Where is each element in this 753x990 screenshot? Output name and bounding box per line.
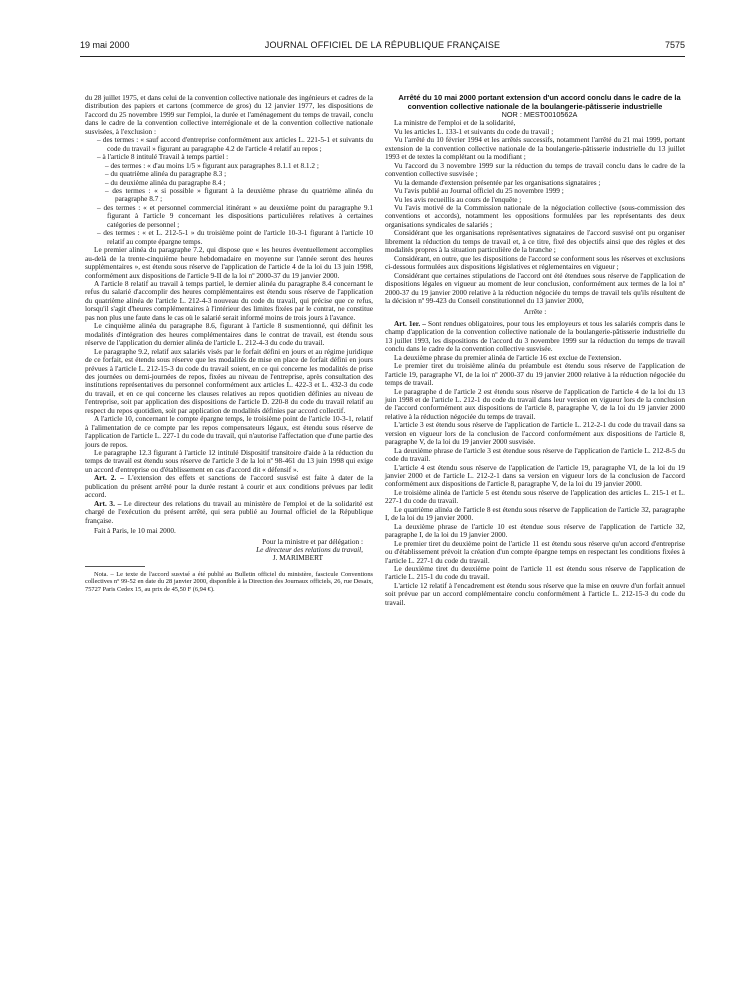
article-label: Art. 2. – <box>94 473 124 483</box>
body-paragraph: L'article 12 relatif à l'encadrement est étendu sous réserve que la mise en œuvre d'un forfait annuel soit prévue par un accord complémentaire conclu conformément à l'article L. 212-15-3 du code du travail. <box>385 580 685 607</box>
article-2 <box>85 474 373 499</box>
exclusion-item: – des termes : « sauf accord d'entreprise conformément aux articles L. 221-5-1 et suivants du code du travail » figurant au paragraphe 4.2 de l'article 4 relatif au repos ; <box>97 135 373 153</box>
considerant: Considérant, en outre, que les dispositions de l'accord se conforment sous les réserves et exclusions ci-dessous formulées aux dispositions législatives et réglementaires en vigueur ; <box>385 253 685 272</box>
fait-a-paris: Fait à Paris, le 10 mai 2000. <box>94 526 176 536</box>
nor-reference: NOR : MEST0010562A <box>501 110 578 119</box>
article-label: Art. 1er. – <box>394 318 426 328</box>
body-paragraph: Le paragraphe 9.2, relatif aux salariés visés par le forfait défini en jours et au régime juridique de ce forfait, est étendu sous réserve que les modalités de mise en place de forfait défini en jours prévues à l'article L. 212-15-3 du code du travail soient, en ce qui concerne les modalités de prise des journées ou demi-journées de repos, fixées au niveau de l'entreprise, après consultation des institutions représentatives du personnel conformément aux articles L. 422-3 et L. 432-3 du code du travail, et en ce qui concerne les clauses relatives au repos quotidien définies au niveau de l'entreprise, soit par application des dispositions de l'article D. 220-8 du code du travail relatif au respect du repos quotidien, soit par application de modalités définies par accord collectif. <box>85 346 373 415</box>
preamble-line: Vu la demande d'extension présentée par les organisations signataires ; <box>394 177 601 187</box>
considerant: Considérant que les organisations représentatives signataires de l'accord susvisé ont pu organiser librement la réduction du temps de travail et, à ce titre, fixé des objectifs ainsi que des règles et des modalités propres à la situation particulière de la branche ; <box>385 228 685 255</box>
page-header <box>80 40 685 54</box>
preamble-line: Vu les avis recueillis au cours de l'enquête ; <box>394 194 522 204</box>
arrete-heading: Arrête : <box>523 307 547 317</box>
signatory-name: J. MARIMBERT <box>272 553 323 563</box>
body-paragraph: Le paragraphe d de l'article 2 est étendu sous réserve de l'application de l'article 4 de la loi du 13 juin 1998 et de l'article L. 212-1 du code du travail dans leur version en vigueur lors de la conclusion de l'accord conformément aux dispositions de l'article 8, paragraphe V, de la loi du 19 janvier 2000 relative à la réduction négociée du temps de travail. <box>385 386 685 421</box>
preamble-line: Vu l'accord du 3 novembre 1999 sur la réduction du temps de travail conclu dans le cadre de la convention collective susvisée ; <box>385 160 685 179</box>
body-paragraph: L'article 4 est étendu sous réserve de l'application de l'article 19, paragraphe VI, de la loi du 19 janvier 2000 et de l'article L. 212-2-1 dans sa version en vigueur lors de la conclusion de l'accord conformément aux dispositions de l'article 8, paragraphe V, de la loi du 19 janvier 2000. <box>385 462 685 489</box>
exclusion-item: – à l'article 8 intitulé Travail à temps partiel : <box>97 152 229 162</box>
exclusion-subitem: – des termes : « si possible » figurant à la deuxième phrase du quatrième alinéa du paragraphe 8.7 ; <box>105 185 373 204</box>
body-paragraph: A l'article 10, concernant le compte épargne temps, le troisième point de l'article 10-3-1, relatif à l'alimentation de ce compte par les repos compensateurs légaux, est étendu sous réserve de l'application de l'article L. 227-1 du code du travail, qui n'autorise l'affectation que d'une partie des jours de repos. <box>85 414 373 449</box>
exclusion-item: – des termes : « et L. 212-5-1 » du troisième point de l'article 10-3-1 figurant à l'article 10 relatif au compte épargne temps. <box>97 228 373 246</box>
body-paragraph: La deuxième phrase de l'article 10 est étendue sous réserve de l'application de l'article 32, paragraphe I, de la loi du 19 janvier 2000. <box>385 521 685 540</box>
preamble-line: La ministre de l'emploi et de la solidarité, <box>394 118 516 128</box>
exclusion-subitem: – du quatrième alinéa du paragraphe 8.3 ; <box>105 169 227 179</box>
body-paragraph: Le troisième alinéa de l'article 5 est étendu sous réserve de l'application des articles L. 215-1 et L. 227-1 du code du travail. <box>385 487 685 506</box>
preamble-line: Vu l'avis motivé de la Commission nationale de la négociation collective (sous-commission des conventions et accords), notamment les oppositions formulées par les représentants des deux organisations syndicales de salariés ; <box>385 202 685 229</box>
body-paragraph: Le paragraphe 12.3 figurant à l'article 12 intitulé Dispositif transitoire d'aide à la réduction du temps de travail est étendu sous réserve de l'article 3 de la loi nº 98-461 du 13 juin 1998 qui exige un accord d'entreprise ou d'établissement en cas d'accord dit « défensif ». <box>85 448 373 474</box>
body-paragraph: L'article 3 est étendu sous réserve de l'application de l'article L. 212-2-1 du code du travail dans sa version en vigueur lors de la conclusion de l'accord conformément aux dispositions de l'article 8, paragraphe V, de la loi du 19 janvier 2000 susvisée. <box>385 420 685 447</box>
body-paragraph: Le premier tiret du troisième alinéa du préambule est étendu sous réserve de l'application de l'article 19, paragraphe VI, de la loi nº 2000-37 du 19 janvier 2000 relative à la réduction négociée du temps de travail. <box>385 361 685 388</box>
right-column <box>385 94 685 607</box>
exclusion-item: – des termes : « et personnel commercial itinérant » au deuxième point du paragraphe 9.1 figurant à l'article 9 concernant les dispositions particulières relatives à certaines catégories de personnel ; <box>97 202 373 229</box>
journal-title: JOURNAL OFFICIEL DE LA RÉPUBLIQUE FRANÇAISE <box>264 40 501 50</box>
body-paragraph: La deuxième phrase de l'article 3 est étendue sous réserve de l'application de l'article L. 212-8-5 du code du travail. <box>385 445 685 464</box>
body-paragraph: La deuxième phrase du premier alinéa de l'article 16 est exclue de l'extension. <box>394 352 622 362</box>
preamble-line: Vu l'arrêté du 10 février 1994 et les arrêtés successifs, notamment l'arrêté du 21 mai 1999, portant extension de la convention collective nationale de la boulangerie-pâtisserie industrielle du 13 juillet 1993 et de textes la complétant ou la modifiant ; <box>385 135 685 162</box>
decree-title: Arrêté du 10 mai 2000 portant extension d'un accord conclu dans le cadre de la convention collective nationale de la boulangerie-pâtisserie industrielle <box>398 93 681 111</box>
preamble-line: Vu l'avis publié au Journal officiel du 25 novembre 1999 ; <box>394 186 564 196</box>
signature-line: Le directeur des relations du travail, <box>256 545 363 555</box>
left-column <box>85 94 373 593</box>
article-1 <box>385 320 685 354</box>
article-label: Art. 3. – <box>94 498 122 508</box>
article-3 <box>85 500 373 525</box>
body-paragraph: Le quatrième alinéa de l'article 8 est étendu sous réserve de l'application de l'article 32, paragraphe I, de la loi du 19 janvier 2000. <box>385 504 685 523</box>
body-paragraph: Le cinquième alinéa du paragraphe 8.6, figurant à l'article 8 susmentionné, qui définit les modalités d'intégration des heures complémentaires dans le contrat de travail, est étendu sous réserve de l'application du dernier alinéa de l'article L. 212-4-3 du code du travail. <box>85 321 373 348</box>
article-text: L'extension des effets et sanctions de l'accord susvisé est faite à dater de la publication du présent arrêté pour la durée restant à courir et aux conditions prévues par ledit accord. <box>85 473 373 500</box>
header-date: 19 mai 2000 <box>80 40 130 50</box>
exclusion-subitem: – des termes : « d'au moins 1/5 » figurant aux paragraphes 8.1.1 et 8.1.2 ; <box>105 160 319 170</box>
note-separator <box>85 566 145 567</box>
signature-line: Pour la ministre et par délégation : <box>262 536 363 546</box>
considerant: Considérant que certaines stipulations de l'accord ont été étendues sous réserve de l'application de dispositions légales en vigueur au moment de leur conclusion, conformément aux termes de la loi nº 2000-37 du 19 janvier 2000 relative à la réduction négociée du temps de travail tels qu'ils résultent de la décision nº 99-423 du Conseil constitutionnel du 13 janvier 2000, <box>385 270 685 305</box>
body-paragraph: Le deuxième tiret du deuxième point de l'article 11 est étendu sous réserve de l'application de l'article L. 215-1 du code du travail. <box>385 564 685 582</box>
body-paragraph: Le premier tiret du deuxième point de l'article 11 est étendu sous réserve qu'un accord d'entreprise ou d'établissement prévoit la création d'un compte épargne temps en respectant les conditions fixées à l'article L. 227-1 du code du travail. <box>385 538 685 565</box>
intro-paragraph: du 28 juillet 1975, et dans celui de la convention collective nationale des ingénieurs et cadres de la distribution des papiers et cartons (commerce de gros) du 12 janvier 1977, les dispositions de l'accord du 25 novembre 1999 sur l'emploi, la durée et l'aménagement du temps de travail, conclu dans le cadre de la convention collective interrégionale et de la convention collective nationale susvisées, à l'exclusion : <box>85 93 373 136</box>
article-text: Le directeur des relations du travail au ministère de l'emploi et de la solidarité est chargé de l'exécution du présent arrêté, qui sera publié au Journal officiel de la République française. <box>85 498 373 525</box>
body-paragraph: Le premier alinéa du paragraphe 7.2, qui dispose que « les heures éventuellement accomplies au-delà de la trente-cinquième heure hebdomadaire en moyenne sur l'année seront des heures supplémentaires », est étendu sous réserve de l'application de l'article 4 de la loi du 13 juin 1998, conformément aux dispositions de l'article 9-II de la loi nº 2000-37 du 19 janvier 2000. <box>85 245 373 280</box>
exclusion-subitem: – du deuxième alinéa du paragraphe 8.4 ; <box>105 177 226 187</box>
nota-note: Nota. – Le texte de l'accord susvisé a été publié au Bulletin officiel du ministère, fascicule Conventions collectives nº 99-52 en date du 28 janvier 2000, disponible à la Direction des Journaux officiels, 26, rue Desaix, 75727 Paris Cedex 15, au prix de 45,50 F (6,94 €). <box>85 570 373 593</box>
page-number: 7575 <box>664 40 685 50</box>
header-rule <box>80 56 685 57</box>
body-paragraph: A l'article 8 relatif au travail à temps partiel, le dernier alinéa du paragraphe 8.4 concernant le refus du salarié d'accomplir des heures complémentaires est étendu sous réserve de l'application du quatrième alinéa de l'article L. 212-4-3 nouveau du code du travail, qui précise que ce refus, lorsqu'il s'agit d'heures complémentaires à l'intérieur des limites fixées par le contrat, ne constitue pas non plus une faute dans le cas où le salarié serait informé moins de trois jours à l'avance. <box>85 278 373 322</box>
article-text: Sont rendues obligatoires, pour tous les employeurs et tous les salariés compris dans le champ d'application de la convention collective nationale de la boulangerie-pâtisserie industrielle du 13 juillet 1993, les dispositions de l'accord du 3 novembre 1999 sur la réduction du temps de travail conclu dans le cadre de la convention collective susvisée. <box>385 318 685 354</box>
preamble-line: Vu les articles L. 133-1 et suivants du code du travail ; <box>394 126 554 136</box>
